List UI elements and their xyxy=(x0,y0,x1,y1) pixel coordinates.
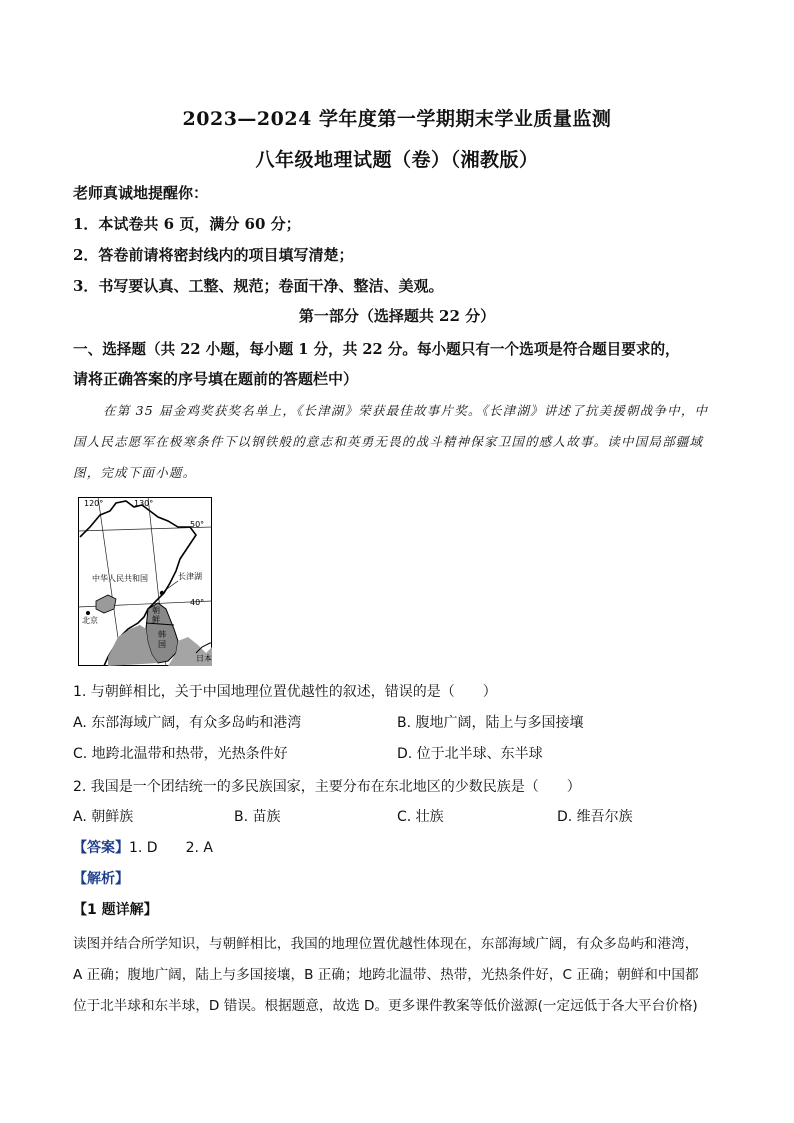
detail-line-2: A 正确；腹地广阔，陆上与多国接壤，B 正确；地跨北温带、热带，光热条件好，C 正确；朝鲜和中国都 xyxy=(73,967,699,983)
detail-label: 【1 题详解】 xyxy=(73,902,158,918)
label-prc: 中华人民共和国 xyxy=(92,574,148,583)
section-heading-line2: 请将正确答案的序号填在题前的答题栏中） xyxy=(73,370,359,388)
q1-option-c: C. 地跨北温带和热带，光热条件好 xyxy=(73,746,288,762)
label-changjin-lake: 长津湖 xyxy=(178,572,202,581)
label-japan: 日本 xyxy=(196,654,212,663)
q1-option-d: D. 位于北半球、东半球 xyxy=(397,746,543,762)
answer-line xyxy=(73,837,723,857)
changjin-lake-marker xyxy=(160,591,164,595)
page-subtitle: 八年级地理试题（卷）（湘教版） xyxy=(255,149,539,171)
q2-option-a: A. 朝鲜族 xyxy=(73,809,134,825)
section-heading-line1: 一、选择题（共 22 小题，每小题 1 分，共 22 分。每小题只有一个选项是符合题目要求的， xyxy=(73,341,680,358)
answer-label: 【答案】 xyxy=(73,840,129,856)
analysis-label: 【解析】 xyxy=(73,871,129,887)
page-title: 2023—2024 学年度第一学期期末学业质量监测 xyxy=(182,108,612,130)
lon-label-130: 130° xyxy=(134,499,154,508)
label-beijing: 北京 xyxy=(82,616,98,625)
intro-line-3: 图，完成下面小题。 xyxy=(73,465,197,480)
lon-label-120: 120° xyxy=(84,499,104,508)
q1-option-a: A. 东部海域广阔，有众多岛屿和港湾 xyxy=(73,715,302,731)
label-chao: 朝 xyxy=(152,606,160,615)
reminder-heading: 老师真诚地提醒你： xyxy=(73,184,209,202)
answer-text: 1. D 2. A xyxy=(129,840,213,856)
label-xian: 鲜 xyxy=(152,615,160,624)
intro-line-2: 国人民志愿军在极寒条件下以钢铁般的意志和英勇无畏的战斗精神保家卫国的感人故事。读中国局部疆域 xyxy=(73,434,704,449)
label-han: 韩 xyxy=(158,630,166,639)
q2-option-b: B. 苗族 xyxy=(234,809,281,825)
q2-option-d: D. 维吾尔族 xyxy=(557,809,633,825)
label-guo: 国 xyxy=(158,640,166,649)
note-3: 3．书写要认真、工整、规范；卷面干净、整洁、美观。 xyxy=(73,277,444,295)
lat-label-40: 40° xyxy=(190,598,205,607)
q2-stem: 2. 我国是一个团结统一的多民族国家，主要分布在东北地区的少数民族是（ ） xyxy=(73,779,581,795)
note-2: 2．答卷前请将密封线内的项目填写清楚； xyxy=(73,246,354,264)
intro-line-1: 在第 35 届金鸡奖获奖名单上，《长津湖》荣获最佳故事片奖。《长津湖》讲述了抗美援朝战争中，中 xyxy=(103,403,709,418)
note-1: 1．本试卷共 6 页，满分 60 分； xyxy=(73,215,301,233)
detail-line-3: 位于北半球和东半球，D 错误。根据题意，故选 D。更多课件教案等低价滋源(一定远低于各大平台价格) xyxy=(73,998,698,1014)
analysis-line xyxy=(73,868,723,888)
beijing-marker xyxy=(86,611,90,615)
q2-option-c: C. 壮族 xyxy=(397,809,444,825)
q1-stem: 1. 与朝鲜相比，关于中国地理位置优越性的叙述，错误的是（ ） xyxy=(73,684,497,700)
part-heading: 第一部分（选择题共 22 分） xyxy=(298,307,496,325)
lat-label-50: 50° xyxy=(190,520,205,529)
detail-line-1: 读图并结合所学知识，与朝鲜相比，我国的地理位置优越性体现在，东部海域广阔，有众多岛屿和港湾， xyxy=(73,936,699,952)
china-partial-territory-map xyxy=(78,497,212,666)
q1-option-b: B. 腹地广阔，陆上与多国接壤 xyxy=(397,715,584,731)
